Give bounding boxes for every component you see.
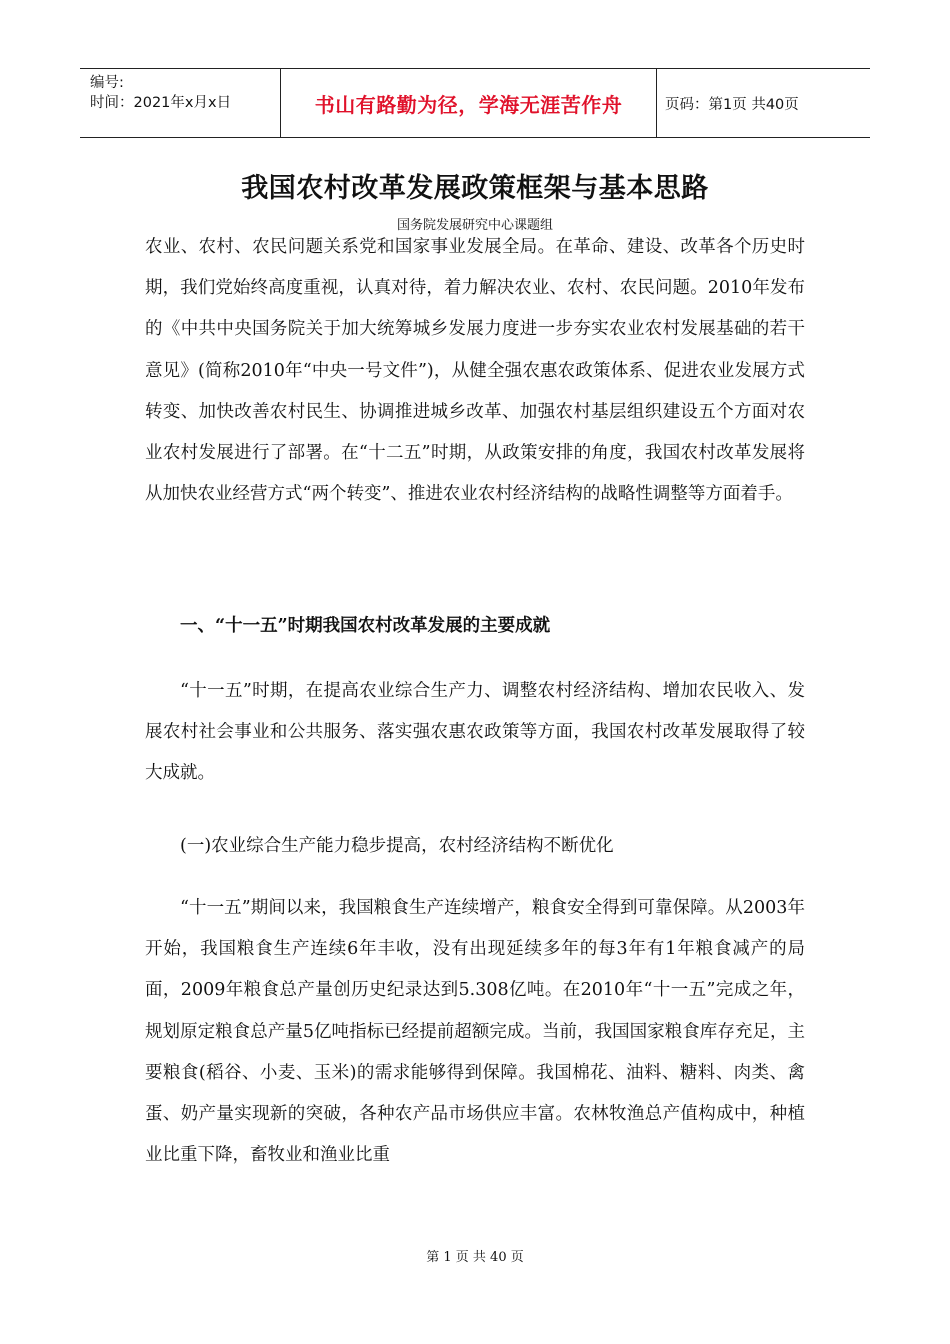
document-author: 国务院发展研究中心课题组	[396, 218, 553, 233]
document-title: 我国农村改革发展政策框架与基本思路	[241, 173, 709, 204]
section-paragraph: “十一五”时期，在提高农业综合生产力、调整农村经济结构、增加农民收入、发展农村社会事业和公共服务、落实强农惠农政策等方面，我国农村改革发展取得了较大成就。	[145, 681, 805, 784]
page-footer: 第 1 页 共 40 页	[426, 1250, 524, 1265]
section-heading: 一、“十一五”时期我国农村改革发展的主要成就	[180, 616, 551, 636]
intro-paragraph: 农业、农村、农民问题关系党和国家事业发展全局。在革命、建设、改革各个历史时期，我们党始终高度重视，认真对待，着力解决农业、农村、农民问题。2010年发布的《中共中央国务院关于加大统筹城乡发展力度进一步夯实农业农村发展基础的若干意见》(简称2010年“中央一号文件”)，从健全强农惠农政策体系、促进农业发展方式转变、加快改善农村民生、协调推进城乡改革、加强农村基层组织建设五个方面对农业农村发展进行了部署。在“十二五”时期，从政策安排的角度，我国农村改革发展将从加快农业经营方式“两个转变”、推进农业农村经济结构的战略性调整等方面着手。	[145, 237, 805, 505]
time-label: 时间：2021年x月x日	[90, 95, 232, 111]
number-label: 编号:	[90, 75, 124, 91]
document-header-table	[80, 68, 870, 138]
subsection-heading: (一)农业综合生产能力稳步提高，农村经济结构不断优化	[180, 836, 614, 856]
header-page-info: 页码：第1页 共40页	[665, 96, 799, 113]
body-paragraph: “十一五”期间以来，我国粮食生产连续增产，粮食安全得到可靠保障。从2003年开始，我国粮食生产连续6年丰收，没有出现延续多年的每3年有1年粮食减产的局面，2009年粮食总产量创历史纪录达到5.308亿吨。在2010年“十一五”完成之年，规划原定粮食总产量5亿吨指标已经提前超额完成。当前，我国国家粮食库存充足，主要粮食(稻谷、小麦、玉米)的需求能够得到保障。我国棉花、油料、糖料、肉类、禽蛋、奶产量实现新的突破，各种农产品市场供应丰富。农林牧渔总产值构成中，种植业比重下降，畜牧业和渔业比重	[145, 898, 805, 1166]
header-motto: 书山有路勤为径，学海无涯苦作舟	[281, 69, 657, 137]
header-meta-cell	[80, 69, 281, 137]
